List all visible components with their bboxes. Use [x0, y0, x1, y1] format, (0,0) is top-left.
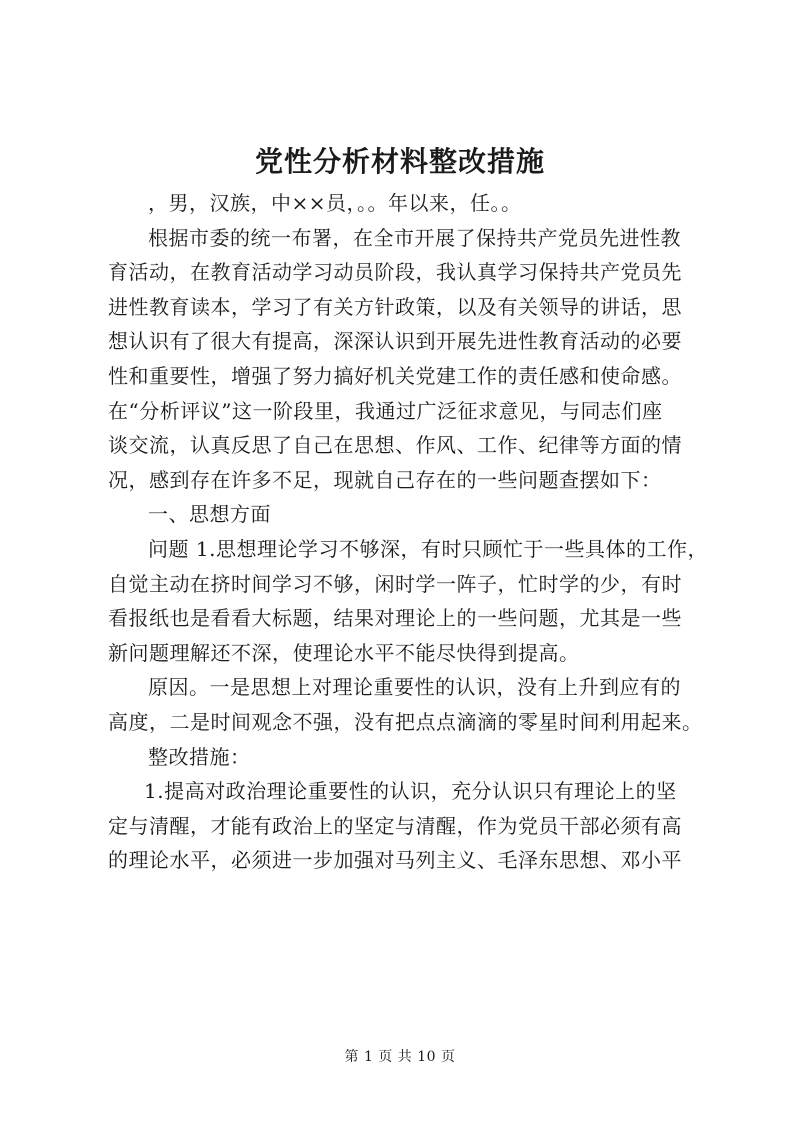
paragraph-line: 谈交流，认真反思了自己在思想、作风、工作、纪律等方面的情 [108, 433, 682, 458]
paragraph-line: 的理论水平，必须进一步加强对马列主义、毛泽东思想、邓小平 [108, 848, 682, 873]
paragraph-line: 自觉主动在挤时间学习不够，闲时学一阵子，忙时学的少，有时 [108, 571, 682, 596]
paragraph-line: 根据市委的统一布署，在全市开展了保持共产党员先进性教 [148, 225, 681, 250]
paragraph-line: 定与清醒，才能有政治上的坚定与清醒，作为党员干部必须有高 [108, 813, 682, 838]
paragraph-line: 高度，二是时间观念不强，没有把点点滴滴的零星时间利用起来。 [108, 709, 703, 734]
paragraph-line: 育活动，在教育活动学习动员阶段，我认真学习保持共产党员先 [108, 260, 682, 285]
paragraph-line: 问题 1.思想理论学习不够深，有时只顾忙于一些具体的工作， [148, 536, 708, 561]
section-heading: 整改措施： [148, 744, 251, 769]
paragraph-line: 性和重要性，增强了努力搞好机关党建工作的责任感和使命感。 [108, 363, 682, 388]
paragraph-line: ，男，汉族，中××员，。。年以来，任。。 [148, 191, 522, 215]
page-number-footer: 第 1 页 共 10 页 [344, 1049, 456, 1065]
paragraph-line: 况，感到存在许多不足，现就自己存在的一些问题查摆如下： [108, 467, 662, 492]
paragraph-line: 在“分析评议”这一阶段里，我通过广泛征求意见，与同志们座 [108, 398, 663, 423]
document-title: 党性分析材料整改措施 [254, 145, 545, 178]
paragraph-line: 新问题理解还不深，使理论水平不能尽快得到提高。 [108, 640, 580, 665]
paragraph-line: 想认识有了很大有提高，深深认识到开展先进性教育活动的必要 [108, 329, 682, 354]
paragraph-line: 原因。一是思想上对理论重要性的认识，没有上升到应有的 [148, 675, 681, 700]
paragraph-line: 看报纸也是看看大标题，结果对理论上的一些问题，尤其是一些 [108, 606, 682, 631]
paragraph-line: 1.提高对政治理论重要性的认识，充分认识只有理论上的坚 [144, 779, 677, 804]
paragraph-line: 进性教育读本，学习了有关方针政策，以及有关领导的讲话，思 [108, 294, 682, 319]
document-body [108, 186, 708, 878]
section-heading: 一、思想方面 [148, 502, 271, 527]
